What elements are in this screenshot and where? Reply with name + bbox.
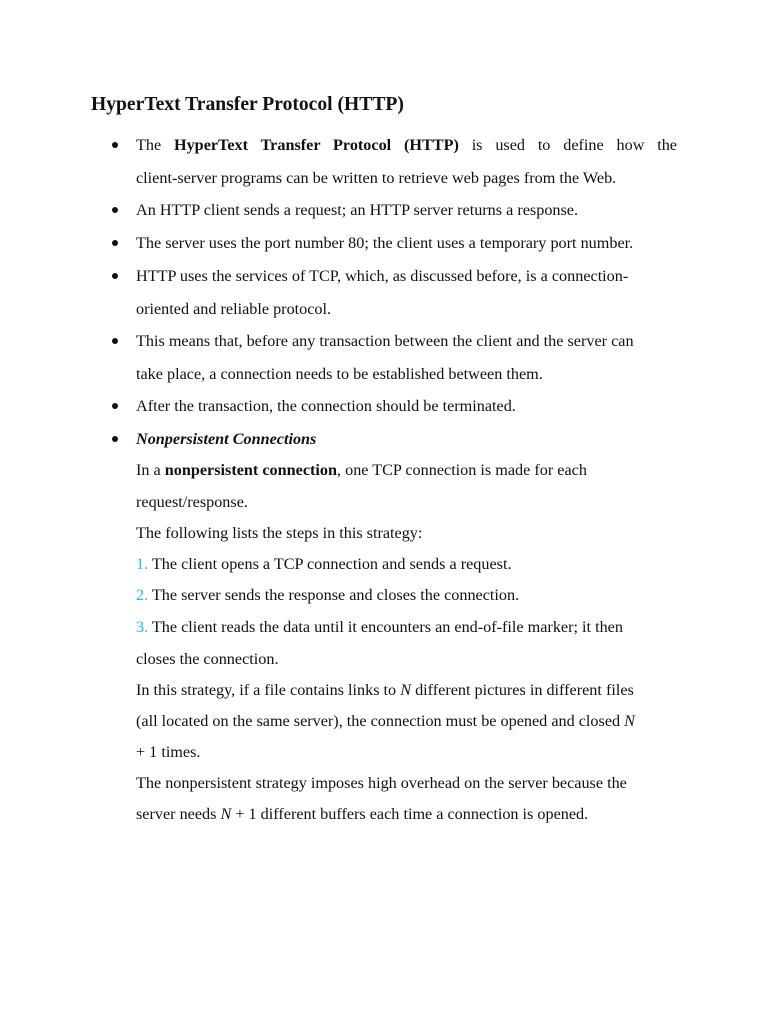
- bullet-4-line-1: HTTP uses the services of TCP, which, as discussed before, is a connection-: [136, 267, 629, 285]
- italic-variable: N: [400, 681, 412, 699]
- step-number: 2.: [136, 586, 149, 604]
- paragraph-2: The following lists the steps in this strategy:: [136, 524, 423, 542]
- section-heading: [136, 427, 316, 451]
- text: The: [136, 136, 174, 154]
- text: , one TCP connection is made for each: [337, 461, 587, 479]
- bullet-dot: [112, 338, 118, 344]
- step-2: [136, 583, 519, 607]
- bullet-5-line-1: This means that, before any transaction between the client and the server can: [136, 332, 634, 350]
- bullet-6: After the transaction, the connection should be terminated.: [136, 397, 516, 415]
- paragraph-3-line-3: + 1 times.: [136, 743, 201, 761]
- step-3-line-1: [136, 615, 623, 639]
- paragraph-1-line-2: request/response.: [136, 493, 248, 511]
- text: In a: [136, 461, 165, 479]
- text: (all located on the same server), the connection must be opened and closed: [136, 712, 625, 730]
- bullet-dot: [112, 403, 118, 409]
- paragraph-1-line-1: [136, 458, 587, 482]
- bullet-dot: [112, 240, 118, 246]
- heading-text: Nonpersistent Connections: [136, 430, 317, 448]
- bullet-dot: [112, 142, 118, 148]
- bullet-dot: [112, 273, 118, 279]
- paragraph-3-line-1: [136, 678, 634, 702]
- paragraph-3-line-2: [136, 709, 635, 733]
- step-number: 1.: [136, 555, 149, 573]
- text: In this strategy, if a file contains links to: [136, 681, 401, 699]
- text: is used to define how the: [458, 136, 677, 154]
- document-title: HyperText Transfer Protocol (HTTP): [91, 94, 404, 115]
- step-text: The client reads the data until it encounters an end-of-file marker; it then: [148, 618, 623, 636]
- bullet-dot: [112, 207, 118, 213]
- step-1: [136, 552, 512, 576]
- step-text: The server sends the response and closes the connection.: [148, 586, 520, 604]
- text: different pictures in different files: [411, 681, 634, 699]
- step-3-line-2: closes the connection.: [136, 650, 279, 668]
- italic-variable: N: [624, 712, 635, 730]
- paragraph-4-line-2: [136, 802, 588, 826]
- bold-term: nonpersistent connection: [164, 461, 337, 479]
- bullet-4-line-2: oriented and reliable protocol.: [136, 300, 332, 318]
- text: + 1 different buffers each time a connection is opened.: [231, 805, 589, 823]
- step-number: 3.: [136, 618, 149, 636]
- bullet-dot: [112, 436, 118, 442]
- bullet-1-line-2: client-server programs can be written to retrieve web pages from the Web.: [136, 169, 617, 187]
- bullet-5-line-2: take place, a connection needs to be established between them.: [136, 365, 543, 383]
- paragraph-4-line-1: The nonpersistent strategy imposes high overhead on the server because the: [136, 774, 627, 792]
- bullet-2: An HTTP client sends a request; an HTTP server returns a response.: [136, 201, 579, 219]
- step-text: The client opens a TCP connection and sends a request.: [148, 555, 512, 573]
- italic-variable: N: [220, 805, 232, 823]
- bullet-1-line-1: [136, 133, 677, 157]
- bullet-3: The server uses the port number 80; the client uses a temporary port number.: [136, 234, 634, 252]
- bold-term: HyperText Transfer Protocol (HTTP): [174, 136, 459, 154]
- text: server needs: [136, 805, 221, 823]
